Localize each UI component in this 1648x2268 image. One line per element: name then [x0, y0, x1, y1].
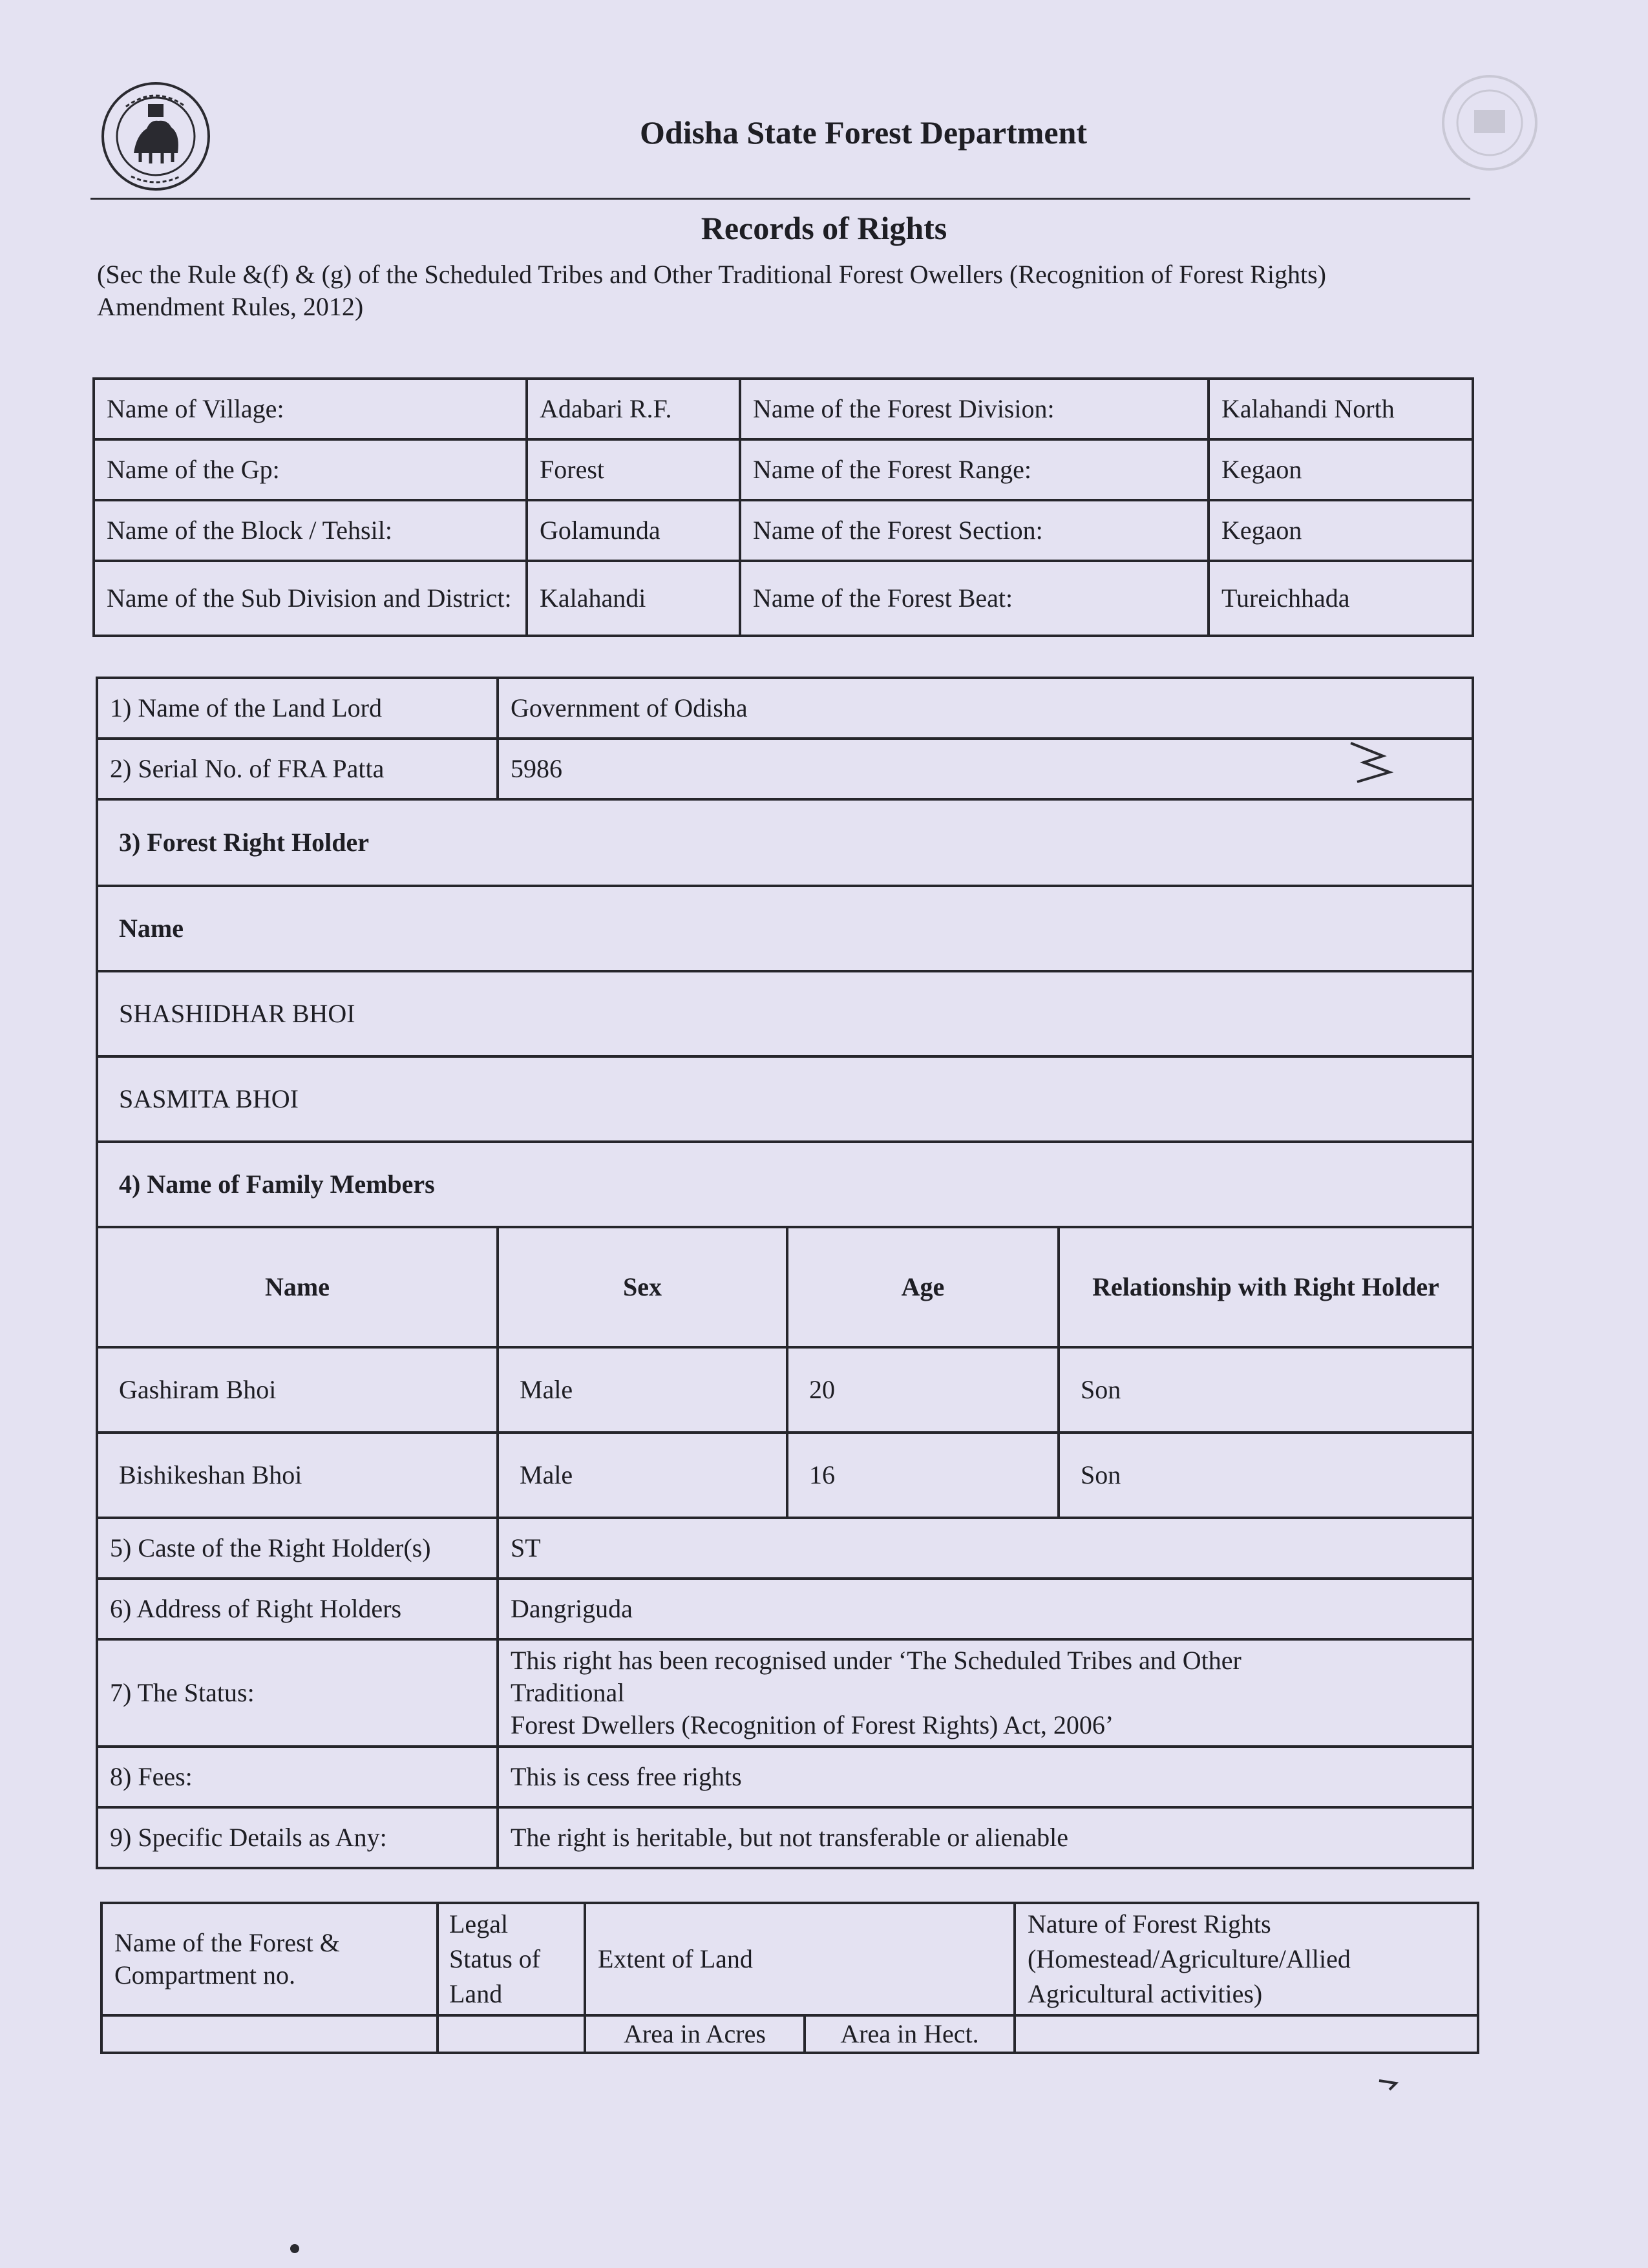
family-member-age: 16 — [787, 1433, 1059, 1518]
family-row — [97, 1433, 1473, 1518]
table-row — [97, 1579, 1473, 1639]
family-member-sex: Male — [498, 1347, 787, 1433]
document-title: Records of Rights — [701, 210, 947, 246]
family-member-name: Gashiram Bhoi — [97, 1347, 498, 1433]
block-label: Name of the Block / Tehsil: — [94, 500, 527, 561]
table-row — [97, 886, 1473, 971]
extent-of-land-header: Extent of Land — [585, 1903, 1015, 2015]
caste-value: ST — [498, 1518, 1473, 1579]
village-label: Name of Village: — [94, 379, 527, 439]
nature-of-rights-header: Nature of Forest Rights (Homestead/Agriculture/Allied Agricultural activities) — [1015, 1903, 1478, 2015]
block-value: Golamunda — [527, 500, 740, 561]
table-row — [97, 739, 1473, 799]
fees-label: 8) Fees: — [97, 1747, 498, 1807]
table-row — [97, 1518, 1473, 1579]
details-label: 9) Specific Details as Any: — [97, 1807, 498, 1868]
beat-label: Name of the Forest Beat: — [740, 561, 1209, 636]
beat-value: Tureichhada — [1209, 561, 1473, 636]
legal-status-header: Legal Status of Land — [438, 1903, 585, 2015]
location-table — [92, 377, 1474, 637]
division-label: Name of the Forest Division: — [740, 379, 1209, 439]
gp-value: Forest — [527, 439, 740, 500]
rule-reference: (Sec the Rule &(f) & (g) of the Scheduled Tribes and Other Traditional Forest Owellers (Recognition of Forest Rights) Amendment Rules, 2012) — [97, 260, 1326, 321]
family-header-row — [97, 1227, 1473, 1347]
caste-label: 5) Caste of the Right Holder(s) — [97, 1518, 498, 1579]
department-title: Odisha State Forest Department — [640, 114, 1088, 151]
table-row — [97, 1056, 1473, 1142]
family-row — [97, 1347, 1473, 1433]
table-row — [97, 799, 1473, 886]
status-value — [498, 1639, 1473, 1747]
holder-heading: 3) Forest Right Holder — [97, 799, 1473, 886]
holder-name: SHASHIDHAR BHOI — [97, 971, 1473, 1056]
header-divider — [90, 198, 1470, 200]
details-value: The right is heritable, but not transferable or alienable — [498, 1807, 1473, 1868]
landlord-label: 1) Name of the Land Lord — [97, 678, 498, 739]
area-acres-header: Area in Acres — [585, 2015, 805, 2053]
section-value: Kegaon — [1209, 500, 1473, 561]
status-line: Forest Dwellers (Recognition of Forest Rights) Act, 2006’ — [511, 1710, 1114, 1739]
landlord-value: Government of Odisha — [498, 678, 1473, 739]
range-label: Name of the Forest Range: — [740, 439, 1209, 500]
ink-speck-mark — [1377, 2074, 1402, 2094]
family-member-age: 20 — [787, 1347, 1059, 1433]
column-header-relationship: Relationship with Right Holder — [1059, 1227, 1473, 1347]
ink-dot-mark — [288, 2242, 301, 2255]
name-heading: Name — [97, 886, 1473, 971]
table-row — [101, 2015, 1478, 2053]
record-table — [96, 677, 1474, 1869]
column-header-name: Name — [97, 1227, 498, 1347]
table-row — [94, 500, 1473, 561]
forest-compartment-header: Name of the Forest & Compartment no. — [101, 1903, 438, 2015]
division-value: Kalahandi North — [1209, 379, 1473, 439]
table-row — [97, 971, 1473, 1056]
forest-extent-table — [100, 1902, 1479, 2054]
status-line: Traditional — [511, 1678, 625, 1707]
fees-value: This is cess free rights — [498, 1747, 1473, 1807]
table-row — [94, 439, 1473, 500]
column-header-sex: Sex — [498, 1227, 787, 1347]
family-heading: 4) Name of Family Members — [97, 1142, 1473, 1227]
serial-label: 2) Serial No. of FRA Patta — [97, 739, 498, 799]
family-member-name: Bishikeshan Bhoi — [97, 1433, 498, 1518]
address-label: 6) Address of Right Holders — [97, 1579, 498, 1639]
range-value: Kegaon — [1209, 439, 1473, 500]
status-label: 7) The Status: — [97, 1639, 498, 1747]
serial-value: 5986 — [498, 739, 1473, 799]
table-row — [97, 1142, 1473, 1227]
subdivision-label: Name of the Sub Division and District: — [94, 561, 527, 636]
area-hect-header: Area in Hect. — [805, 2015, 1015, 2053]
empty-cell — [101, 2015, 438, 2053]
family-member-sex: Male — [498, 1433, 787, 1518]
table-row — [94, 379, 1473, 439]
table-row — [97, 1639, 1473, 1747]
subdivision-value: Kalahandi — [527, 561, 740, 636]
table-row — [97, 678, 1473, 739]
column-header-age: Age — [787, 1227, 1059, 1347]
address-value: Dangriguda — [498, 1579, 1473, 1639]
table-row — [101, 1903, 1478, 2015]
table-row — [97, 1807, 1473, 1868]
village-value: Adabari R.F. — [527, 379, 740, 439]
odisha-emblem-logo — [100, 81, 211, 192]
faint-seal-watermark — [1438, 71, 1541, 181]
family-member-relation: Son — [1059, 1433, 1473, 1518]
gp-label: Name of the Gp: — [94, 439, 527, 500]
empty-cell — [438, 2015, 585, 2053]
table-row — [94, 561, 1473, 636]
section-label: Name of the Forest Section: — [740, 500, 1209, 561]
table-row — [97, 1747, 1473, 1807]
status-line: This right has been recognised under ‘The Scheduled Tribes and Other — [511, 1646, 1241, 1675]
empty-cell — [1015, 2015, 1478, 2053]
family-member-relation: Son — [1059, 1347, 1473, 1433]
holder-name: SASMITA BHOI — [97, 1056, 1473, 1142]
ink-smudge-mark — [1344, 737, 1396, 795]
